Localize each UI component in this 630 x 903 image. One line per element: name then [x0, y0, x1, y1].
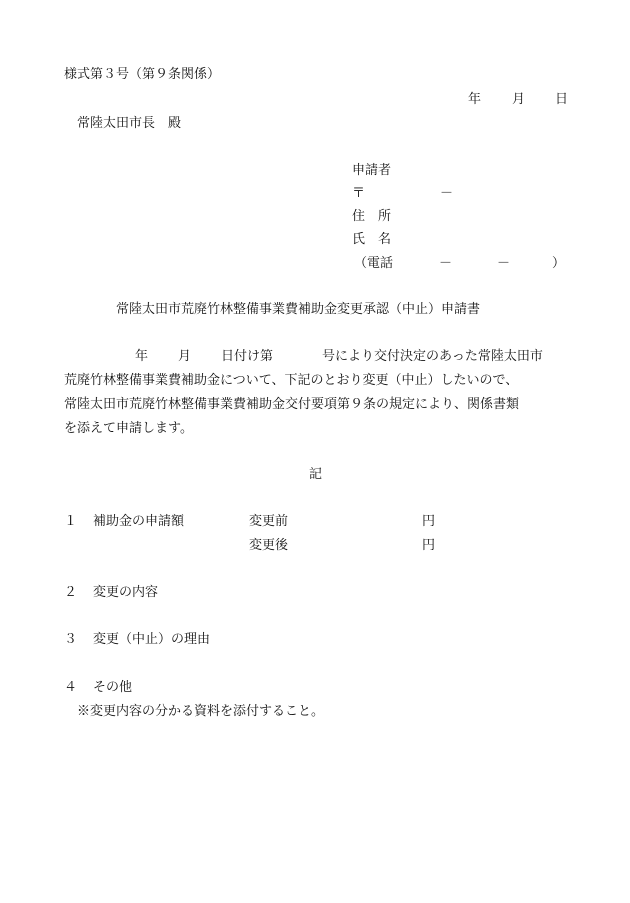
body-line1-rest: 号により交付決定のあった常陸太田市 — [322, 349, 543, 364]
after-yen: 円 — [422, 538, 436, 553]
item2-label: 変更の内容 — [93, 585, 159, 600]
item4-label: その他 — [93, 680, 133, 695]
item3-label: 変更（中止）の理由 — [93, 632, 211, 647]
phone-dash-2: － — [497, 256, 511, 271]
date-day: 日 — [555, 92, 569, 107]
body-year: 年 — [135, 349, 149, 364]
address-label: 住 所 — [352, 209, 392, 224]
addressee: 常陸太田市長 殿 — [77, 116, 182, 131]
body-line3: 常陸太田市荒廃竹林整備事業費補助金交付要項第９条の規定により、関係書類 — [64, 397, 520, 412]
body-dated: 日付け第 — [221, 349, 274, 364]
before-label: 変更前 — [249, 514, 289, 529]
date-year: 年 — [468, 92, 482, 107]
phone-open: （電話 — [354, 256, 394, 271]
document-title: 常陸太田市荒廃竹林整備事業費補助金変更承認（中止）申請書 — [116, 302, 481, 317]
body-line2: 荒廃竹林整備事業費補助金について、下記のとおり変更（中止）したいので、 — [64, 373, 519, 388]
attachment-note: ※変更内容の分かる資料を添付すること。 — [77, 704, 325, 719]
item3-number: ３ — [64, 632, 78, 647]
name-label: 氏 名 — [352, 232, 392, 247]
item1-label: 補助金の申請額 — [93, 514, 185, 529]
item4-number: ４ — [64, 680, 78, 695]
ki-heading: 記 — [309, 467, 323, 482]
applicant-heading: 申請者 — [352, 163, 392, 178]
before-yen: 円 — [422, 514, 436, 529]
postal-dash: － — [440, 186, 454, 201]
phone-close: ） — [552, 256, 566, 271]
postal-mark: 〒 — [352, 186, 366, 201]
after-label: 変更後 — [249, 538, 289, 553]
item1-number: １ — [64, 514, 78, 529]
item2-number: ２ — [64, 585, 78, 600]
body-line4: を添えて申請します。 — [64, 421, 193, 436]
phone-dash-1: － — [439, 256, 453, 271]
body-month: 月 — [178, 349, 192, 364]
form-number: 様式第３号（第９条関係） — [64, 67, 221, 82]
date-month: 月 — [512, 92, 526, 107]
